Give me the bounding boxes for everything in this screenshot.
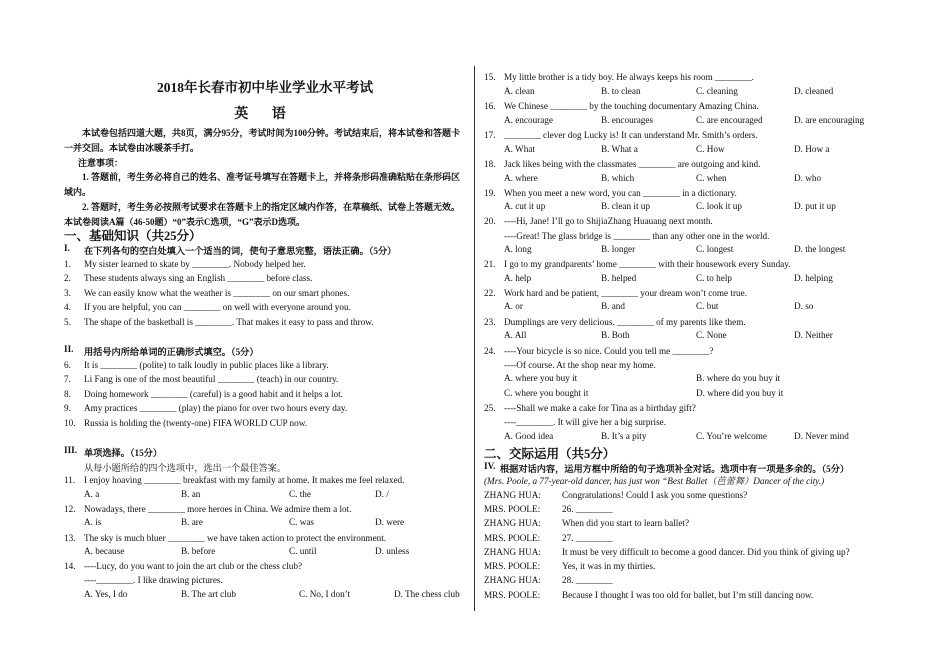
q15-option-a: A. clean — [504, 86, 535, 96]
q25-option-c: C. You’re welcome — [696, 431, 767, 441]
section-2-heading: 二、交际运用（共5分） — [484, 447, 616, 461]
part-2-label: II. — [64, 344, 74, 354]
q18-option-b: B. which — [601, 173, 635, 183]
q11-option-b: B. an — [181, 489, 201, 499]
q25-option-a: A. Good idea — [504, 431, 554, 441]
note-2: 2. 答题时，考生务必按照考试要求在答题卡上的指定区域内作答，在草稿纸、试卷上答题无效。本试卷阅读A篇（46-50题）“0”表示C选项，“G”表示D选项。 — [64, 202, 461, 227]
q21-option-c: C. to help — [696, 273, 732, 283]
q24-option-b: B. where do you buy it — [696, 373, 781, 383]
intro-paragraph: 本试卷包括四道大题，共8页，满分95分，考试时间为100分钟。考试结束后，将本试卷和答题卡一并交回。本试卷由冰暖茶手打。 — [64, 128, 461, 153]
q24-option-d: D. where did you buy it — [696, 388, 784, 398]
q22-option-c: C. but — [696, 301, 719, 311]
q22-option-b: B. and — [601, 301, 625, 311]
q17-option-b: B. What a — [601, 144, 638, 154]
q22-option-d: D. so — [794, 301, 814, 311]
q25-option-b: B. It’s a pity — [601, 431, 647, 441]
q19-option-d: D. put it up — [794, 201, 836, 211]
q14-option-c: C. No, I don’t — [299, 589, 351, 599]
q16-option-c: C. are encouraged — [696, 115, 763, 125]
part-3-title: 单项选择。（15分） — [84, 448, 163, 458]
q21-option-b: B. helped — [601, 273, 637, 283]
q17-option-c: C. How — [696, 144, 725, 154]
q23-option-b: B. Both — [601, 330, 630, 340]
q20-option-a: A. long — [504, 244, 532, 254]
q12-option-c: C. was — [289, 517, 315, 527]
q18-option-d: D. who — [794, 173, 822, 183]
q13-option-c: C. until — [289, 546, 317, 556]
q16-option-b: B. encourages — [601, 115, 654, 125]
note-1: 1. 答题前，考生务必将自己的姓名、准考证号填写在答题卡上，并将条形码准确粘贴在条形码区域内。 — [64, 172, 461, 197]
q12-option-b: B. are — [181, 517, 203, 527]
part-3-label: III. — [64, 445, 78, 455]
part-4-context: (Mrs. Poole, a 77-year-old dancer, has just won “Best Ballet（芭蕾舞）Dancer of the city.) — [484, 476, 825, 486]
q18-option-a: A. where — [504, 173, 538, 183]
q16-option-a: A. encourage — [504, 115, 553, 125]
q18-option-c: C. when — [696, 173, 727, 183]
q21-option-a: A. help — [504, 273, 532, 283]
q12-option-d: D. were — [375, 517, 405, 527]
q19-option-a: A. cut it up — [504, 201, 546, 211]
q15-option-b: B. to clean — [601, 86, 641, 96]
q12-option-a: A. is — [84, 517, 102, 527]
part-1-label: I. — [64, 243, 70, 253]
question-24-reply: ----Of course. At the shop near my home. — [504, 360, 656, 370]
q19-option-c: C. look it up — [696, 201, 742, 211]
q23-option-d: D. Neither — [794, 330, 833, 340]
exam-title: 2018年长春市初中毕业学业水平考试 — [157, 80, 373, 95]
q16-option-d: D. are encouraging — [794, 115, 865, 125]
q17-option-a: A. What — [504, 144, 535, 154]
question-20-reply: ----Great! The glass bridge is ________ than any other one in the world. — [504, 231, 770, 241]
q14-option-d: D. The chess club — [394, 589, 460, 599]
q23-option-c: C. None — [696, 330, 727, 340]
q14-option-a: A. Yes, I do — [84, 589, 128, 599]
q24-option-a: A. where you buy it — [504, 373, 578, 383]
part-4-title: 根据对话内容，运用方框中所给的句子选项补全对话。选项中有一项是多余的。（5分） — [500, 464, 850, 474]
q13-option-a: A. because — [84, 546, 125, 556]
q19-option-b: B. clean it up — [601, 201, 650, 211]
q11-option-d: D. / — [375, 489, 389, 499]
q22-option-a: A. or — [504, 301, 523, 311]
question-14-reply: ----________. I like drawing pictures. — [84, 575, 223, 585]
q11-option-a: A. a — [84, 489, 100, 499]
q15-option-d: D. cleaned — [794, 86, 834, 96]
q13-option-d: D. unless — [375, 546, 410, 556]
q17-option-d: D. How a — [794, 144, 830, 154]
q25-option-d: D. Never mind — [794, 431, 849, 441]
part-2-title: 用括号内所给单词的正确形式填空。（5分） — [84, 347, 259, 357]
part-3-instructions: 从每小题所给的四个选项中，选出一个最佳答案。 — [84, 463, 287, 473]
exam-page: 2018年长春市初中毕业学业水平考试 英 语 本试卷包括四道大题，共8页，满分95分，考试时间为100分钟。考试结束后，将本试卷和答题卡一并交回。本试卷由冰暖茶手打。 注意事项： 1. 答题前，考生务必将自己的姓名、准考证号填写在答题卡上，并将条形码准确粘贴在条形码区域内。 2. 答题时，考生务必按照考试要求在答题卡上的指定区域内作答，在草稿纸、试卷上答题无效。本试卷阅读A篇（46-50题）“0”表示C选项，“G”表示D选项。 一、基础知识（共25分） I. 在下列各句的空白处填入一个适当的词，使句子意思完整，语法正确。（5分） 1. My sister learned to skate by ________. Nobody helped her. 2. These students always sing an English ________ before class. 3. We can easily know what the weather is ________ on our smart phones. 4. If you are helpful, you can ________ on well with everyone around you. 5. The shape of the basketball is ________. That makes it easy to pass and throw. II. 用括号内所给单词的正确形式填空。（5分） 6. It is ________ (polite) to talk loudly in public places like a library. 7. Li Fang is one of the most beautiful ________ (teach) in our country. 8. Doing homework ________ (careful) is a good habit and it helps a lot. 9. Amy practices ________ (play) the piano for over two hours every day. 10. Russia is holding the (twenty-one) FIFA WORLD CUP now. III. 单项选择。（15分） 从每小题所给的四个选项中，选出一个最佳答案。 11. I enjoy hoaving ________ breakfast with my family at home. It makes me feel relaxed. A. a B. an C. the D. / 12. Nowadays, there ________ more heroes in China. We admire them a lot. A. is B. are C. was D. were 13. The sky is much bluer ________ we have taken action to protect the environment. A. because B. before C. until D. unless 14. ----Lucy, do you want to join the art club or the chess club? ----________. I like drawing pictures. A. Yes, I do B. The art club C. No, I don’t D. The chess club 15. My little brother is a tidy boy. He always keeps his room ________. A. clean B. to clean C. cleaning D. cleaned 16. We Chinese ________ by the touching documentary Amazing China. A. encourage B. encourages C. are encouraged D. are encouraging 17. ________ clever dog Lucky is! It can understand Mr. Smith’s orders. A. What B. What a C. How D. How a 18. Jack likes being with the classmates ________ are outgoing and kind. A. where B. which C. when D. who 19. When you meet a new word, you can ________ in a dictionary. A. cut it up B. clean it up C. look it up D. put it up 20. ----Hi, Jane! I’ll go to ShijiaZhang Huauang next month. ----Great! The glass bridge is ________ than any other one in the world. A. long B. longer C. longest D. the longest 21. I go to my grandparents’ home ________ with their housework every Sunday. A. help B. helped C. to help D. helping 22. Work hard and be patient, ________ your dream won’t come true. A. or B. and C. but D. so 23. Dumplings are very delicious. ________ of my parents like them. A. All B. Both C. None D. Neither 24. ----Your bicycle is so nice. Could you tell me ________? ----Of course. At the shop near my home. A. where you buy it B. where do you buy it C. where you bought it D. where did you buy it 25. ----Shall we make a cake for Tina as a birthday gift? ----________. It will give her a big surprise. A. Good idea B. It’s a pity C. You’re welcome D. Never mind 二、交际运用（共5分） IV. 根据对话内容，运用方框中所给的句子选项补全对话。选项中有一项是多余的。（5分） (Mrs. Poole, a 77-year-old dancer, has just won “Best Ballet（芭蕾舞）Dancer of the city.) ZHANG HUA: Congratulations! Could I ask you some questions? MRS. POOLE: 26. ________ ZHANG HUA: When did you start to learn ballet? MRS. POOLE: 27. ________ ZHANG HUA: It must be very difficult to become a good dancer. Did you think of giving up? MRS. POOLE: Yes, it was in my thirties. ZHANG HUA: 28. ________ MRS. POOLE: Because I thought I was too old for ballet, but I’m still dancing now. — [0, 0, 950, 671]
q24-option-c: C. where you bought it — [504, 388, 589, 398]
subject-title: 英 语 — [234, 107, 296, 122]
q11-option-c: C. the — [289, 489, 311, 499]
part-4-label: IV. — [484, 461, 496, 471]
q21-option-d: D. helping — [794, 273, 833, 283]
q20-option-d: D. the longest — [794, 244, 846, 254]
part-1-title: 在下列各句的空白处填入一个适当的词，使句子意思完整，语法正确。（5分） — [84, 246, 397, 256]
section-1-heading: 一、基础知识（共25分） — [64, 229, 202, 243]
question-25-reply: ----________. It will give her a big surprise. — [504, 417, 667, 427]
q20-option-b: B. longer — [601, 244, 636, 254]
q20-option-c: C. longest — [696, 244, 734, 254]
notes-label: 注意事项： — [78, 158, 124, 168]
q13-option-b: B. before — [181, 546, 216, 556]
q14-option-b: B. The art club — [181, 589, 236, 599]
q15-option-c: C. cleaning — [696, 86, 738, 96]
column-divider — [474, 66, 475, 611]
q23-option-a: A. All — [504, 330, 527, 340]
